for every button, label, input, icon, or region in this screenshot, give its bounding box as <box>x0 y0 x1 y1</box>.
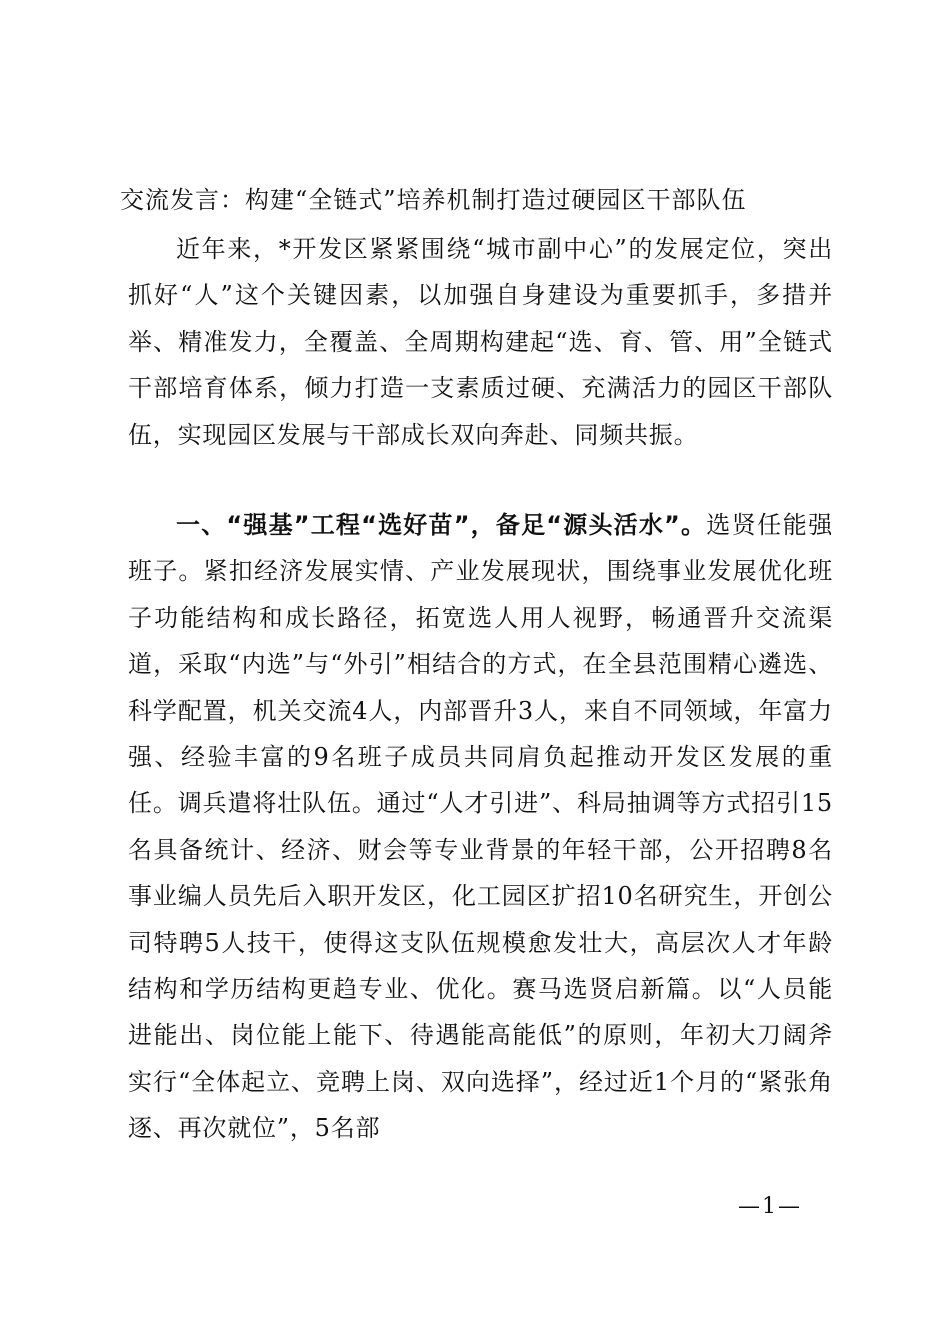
paragraph-intro <box>128 226 833 458</box>
section-heading: 一、“强基”工程“选好苗”，备足“源头活水”。 <box>176 511 707 539</box>
document-title: 交流发言：构建“全链式”培养机制打造过硬园区干部队伍 <box>120 186 747 214</box>
paragraph-intro-text: 近年来，*开发区紧紧围绕“城市副中心”的发展定位，突出抓好“人”这个关键因素，以加强自身建设为重要抓手，多措并举、精准发力，全覆盖、全周期构建起“选、育、管、用”全链式干部培育体系，倾力打造一支素质过硬、充满活力的园区干部队伍，实现园区发展与干部成长双向奔赴、同频共振。 <box>128 235 833 449</box>
page-number: —1— <box>738 1194 802 1219</box>
paragraph-section-one <box>128 502 833 1152</box>
section-body-text: 选贤任能强班子。紧扣经济发展实情、产业发展现状，围绕事业发展优化班子功能结构和成长路径，拓宽选人用人视野，畅通晋升交流渠道，采取“内选”与“外引”相结合的方式，在全县范围精心遴选、科学配置，机关交流4人，内部晋升3人，来自不同领域，年富力强、经验丰富的9名班子成员共同肩负起推动开发区发展的重任。调兵遣将壮队伍。通过“人才引进”、科局抽调等方式招引15名具备统计、经济、财会等专业背景的年轻干部，公开招聘8名事业编人员先后入职开发区，化工园区扩招10名研究生，开创公司特聘5人技干，使得这支队伍规模愈发壮大，高层次人才年龄结构和学历结构更趋专业、优化。赛马选贤启新篇。以“人员能进能出、岗位能上能下、待遇能高能低”的原则，年初大刀阔斧实行“全体起立、竞聘上岗、双向选择”，经过近1个月的“紧张角逐、再次就位”，5名部 <box>128 511 834 1143</box>
